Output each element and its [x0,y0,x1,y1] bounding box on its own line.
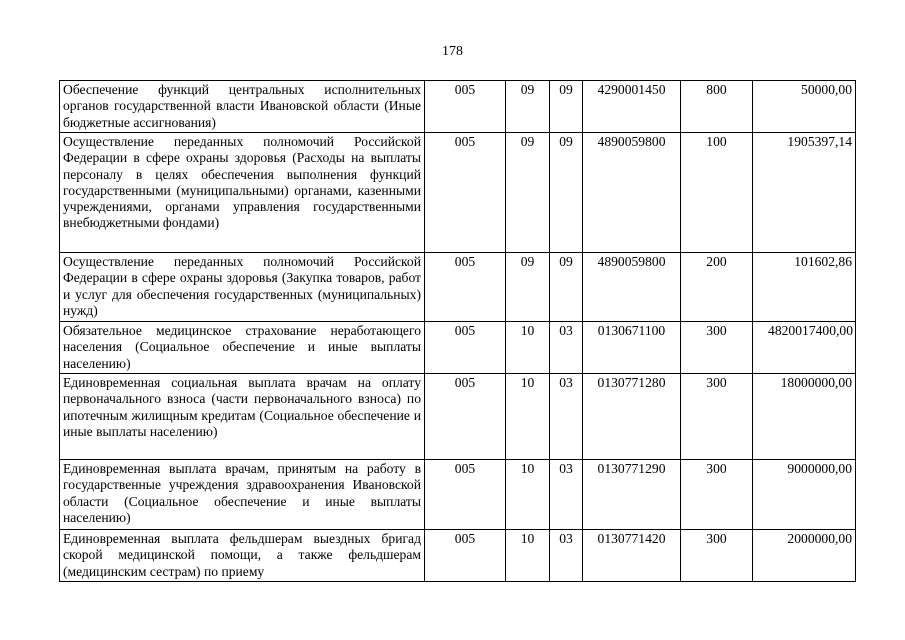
table-row [60,81,856,133]
target-article-code: 0130671100 [583,322,681,374]
ministry-code: 005 [425,322,506,374]
section-code: 09 [506,133,550,253]
ministry-code: 005 [425,81,506,133]
row-description: Осуществление переданных полномочий Российской Федерации в сфере охраны здоровья (Расходы на выплаты персоналу в целях обеспечения выполнения функций государственными (муниципальными) органами, казенными учреждениями, органами управления государственными внебюджетными фондами) [60,133,425,253]
section-code: 10 [506,530,550,582]
subsection-code: 03 [550,374,583,460]
section-code: 09 [506,81,550,133]
section-code: 09 [506,253,550,322]
row-description: Единовременная выплата врачам, принятым на работу в государственные учреждения здравоохранения Ивановской области (Социальное обеспечение и иные выплаты населению) [60,460,425,530]
expense-type-code: 300 [681,322,753,374]
subsection-code: 03 [550,460,583,530]
ministry-code: 005 [425,460,506,530]
section-code: 10 [506,460,550,530]
ministry-code: 005 [425,374,506,460]
target-article-code: 4890059800 [583,133,681,253]
target-article-code: 4290001450 [583,81,681,133]
page-number: 178 [442,44,463,59]
budget-table [59,80,856,582]
table-row [60,253,856,322]
expense-type-code: 300 [681,374,753,460]
amount: 50000,00 [753,81,856,133]
subsection-code: 03 [550,322,583,374]
ministry-code: 005 [425,253,506,322]
expense-type-code: 100 [681,133,753,253]
amount: 2000000,00 [753,530,856,582]
amount: 1905397,14 [753,133,856,253]
expense-type-code: 300 [681,530,753,582]
amount: 9000000,00 [753,460,856,530]
ministry-code: 005 [425,133,506,253]
row-description: Обязательное медицинское страхование неработающего населения (Социальное обеспечение и иные выплаты населению) [60,322,425,374]
row-description: Единовременная социальная выплата врачам на оплату первоначального взноса (части первоначального взноса) по ипотечным жилищным кредитам (Социальное обеспечение и иные выплаты населению) [60,374,425,460]
expense-type-code: 300 [681,460,753,530]
table-row [60,460,856,530]
target-article-code: 0130771290 [583,460,681,530]
section-code: 10 [506,374,550,460]
row-description: Единовременная выплата фельдшерам выездных бригад скорой медицинской помощи, а также фельдшерам (медицинским сестрам) по приему [60,530,425,582]
subsection-code: 09 [550,133,583,253]
subsection-code: 09 [550,253,583,322]
expense-type-code: 200 [681,253,753,322]
section-code: 10 [506,322,550,374]
target-article-code: 4890059800 [583,253,681,322]
amount: 4820017400,00 [753,322,856,374]
table-row [60,322,856,374]
target-article-code: 0130771280 [583,374,681,460]
table-row [60,530,856,582]
table-row [60,374,856,460]
table-row [60,133,856,253]
amount: 101602,86 [753,253,856,322]
row-description: Осуществление переданных полномочий Российской Федерации в сфере охраны здоровья (Закупка товаров, работ и услуг для обеспечения государственных (муниципальных) нужд) [60,253,425,322]
subsection-code: 09 [550,81,583,133]
target-article-code: 0130771420 [583,530,681,582]
row-description: Обеспечение функций центральных исполнительных органов государственной власти Ивановской области (Иные бюджетные ассигнования) [60,81,425,133]
amount: 18000000,00 [753,374,856,460]
subsection-code: 03 [550,530,583,582]
expense-type-code: 800 [681,81,753,133]
ministry-code: 005 [425,530,506,582]
